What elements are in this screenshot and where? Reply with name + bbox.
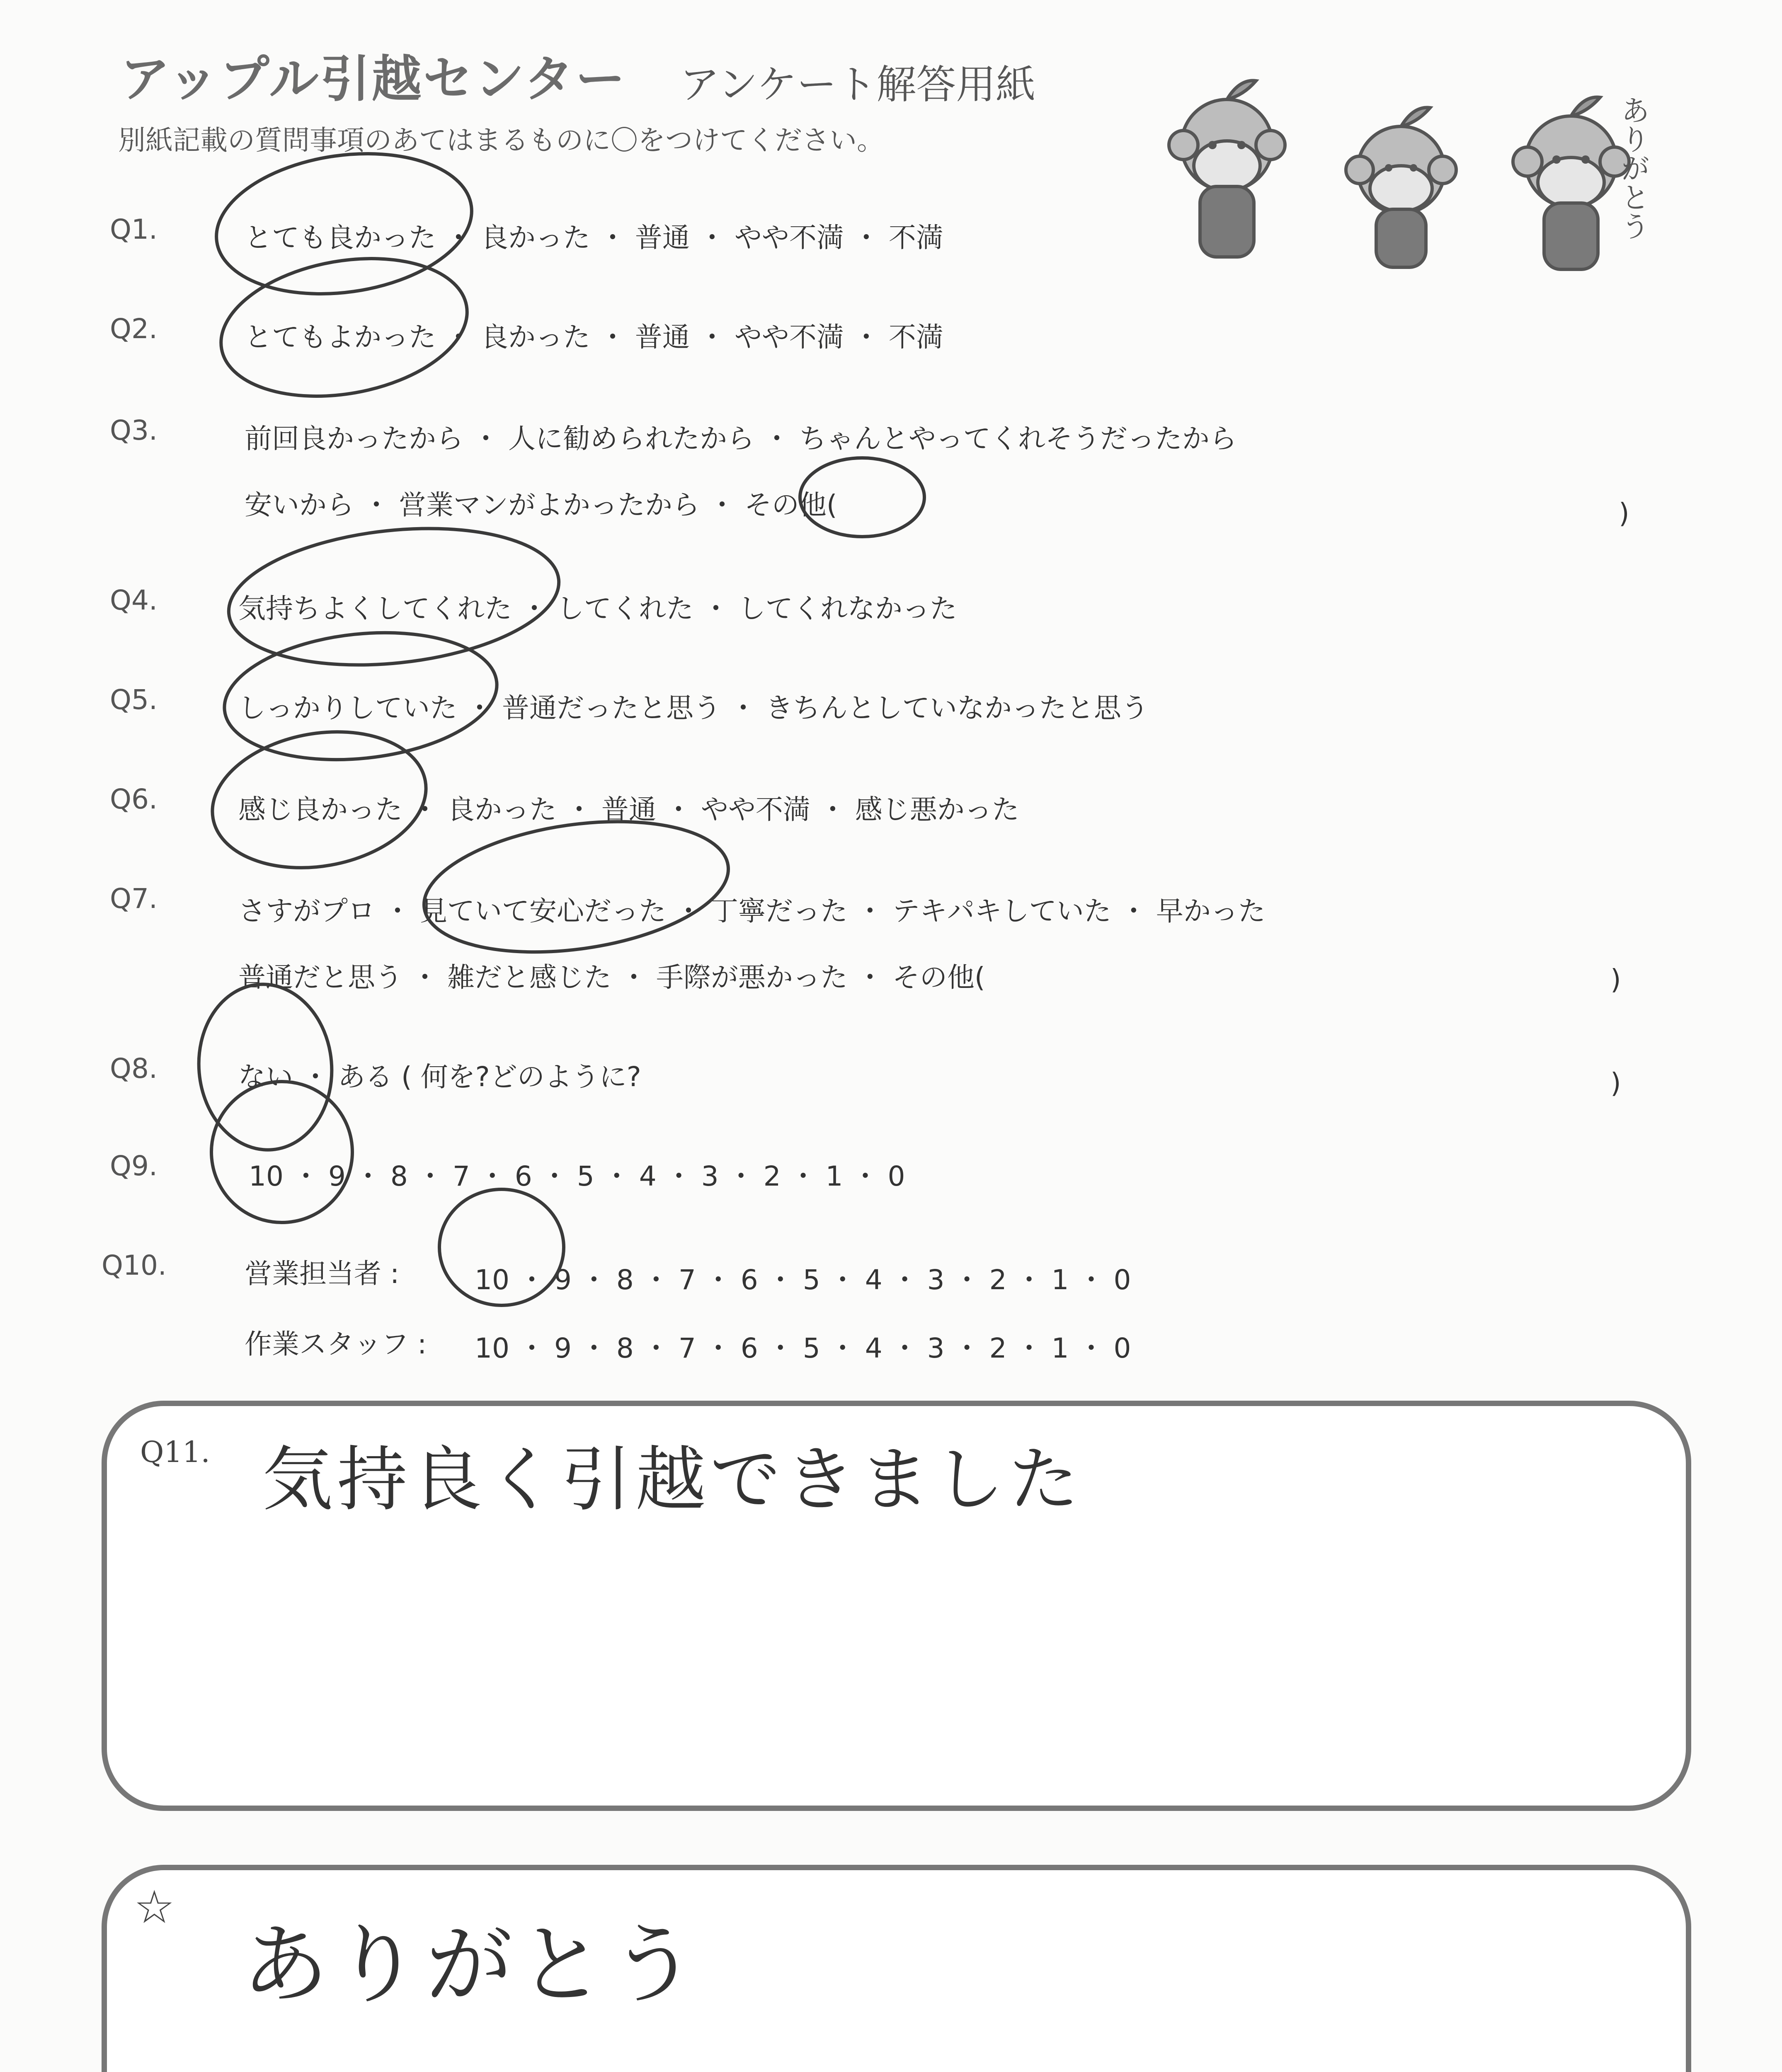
q11-comment-box[interactable] (102, 1401, 1691, 1811)
q7-options-line1[interactable]: さすがプロ ・ 見ていて安心だった ・ 丁寧だった ・ テキパキしていた ・ 早かった (238, 895, 1266, 927)
q7-number: Q7. (110, 883, 158, 915)
q7-options-line2[interactable]: 普通だと思う ・ 雑だと感じた ・ 手際が悪かった ・ その他( (238, 961, 985, 993)
q10-sales-label: 営業担当者 : (245, 1258, 400, 1290)
q7-mark (416, 804, 737, 970)
q10-number: Q10. (102, 1249, 167, 1281)
q1-options[interactable]: とても良かった ・ 良かった ・ 普通 ・ やや不満 ・ 不満 (245, 222, 943, 254)
q5-options[interactable]: しっかりしていた ・ 普通だったと思う ・ きちんとしていなかったと思う (238, 692, 1149, 724)
q10-staff-scale[interactable]: 10 ・ 9 ・ 8 ・ 7 ・ 6 ・ 5 ・ 4 ・ 3 ・ 2 ・ 1 ・ 0 (475, 1332, 1131, 1364)
q11-label: Q11. (140, 1435, 210, 1469)
q3-close-paren: ) (1619, 497, 1629, 529)
form-title: アンケート解答用紙 (680, 61, 1036, 108)
q6-mark (201, 716, 437, 884)
q10-staff-label: 作業スタッフ : (245, 1328, 427, 1360)
q8-number: Q8. (110, 1053, 158, 1084)
q10-mark (439, 1189, 564, 1305)
q5-number: Q5. (110, 684, 158, 716)
q6-options[interactable]: 感じ良かった ・ 良かった ・ 普通 ・ やや不満 ・ 感じ悪かった (238, 794, 1019, 825)
q2-options[interactable]: とてもよかった ・ 良かった ・ 普通 ・ やや不満 ・ 不満 (245, 321, 943, 353)
q2-number: Q2. (110, 313, 158, 345)
q11-handwritten-answer: 気持良く引越できました (262, 1439, 1084, 1521)
q7-close-paren: ) (1610, 963, 1621, 995)
q3-number: Q3. (110, 414, 158, 446)
q3-mark (800, 458, 924, 537)
q3-options-line2[interactable]: 安いから ・ 営業マンがよかったから ・ その他( (245, 489, 837, 521)
q10-sales-scale[interactable]: 10 ・ 9 ・ 8 ・ 7 ・ 6 ・ 5 ・ 4 ・ 3 ・ 2 ・ 1 ・ 0 (475, 1264, 1131, 1296)
q8-close-paren: ) (1610, 1067, 1621, 1099)
star-icon: ☆ (134, 1881, 175, 1934)
q9-scale[interactable]: 10 ・ 9 ・ 8 ・ 7 ・ 6 ・ 5 ・ 4 ・ 3 ・ 2 ・ 1 ・ 0 (249, 1160, 905, 1192)
thanks-badge: ありがとう (1617, 95, 1649, 240)
q4-options[interactable]: 気持ちよくしてくれた ・ してくれた ・ してくれなかった (238, 593, 957, 625)
company-name: アップル引越センター (120, 51, 627, 108)
q3-options-line1[interactable]: 前回良かったから ・ 人に勧められたから ・ ちゃんとやってくれそうだったから (245, 423, 1237, 455)
comment-handwritten: ありがとう (242, 1914, 702, 2016)
instruction-text: 別紙記載の質問事項のあてはまるものに〇をつけてください。 (118, 124, 884, 156)
q9-mark (206, 1076, 358, 1228)
q6-number: Q6. (110, 783, 158, 815)
q9-number: Q9. (110, 1150, 158, 1182)
q1-mark (207, 138, 481, 309)
q2-mark (210, 240, 478, 414)
q4-number: Q4. (110, 584, 158, 616)
q8-options[interactable]: ない ・ ある ( 何を?どのように? (238, 1061, 641, 1093)
q1-number: Q1. (110, 213, 158, 245)
free-comment-box[interactable] (102, 1865, 1691, 2072)
